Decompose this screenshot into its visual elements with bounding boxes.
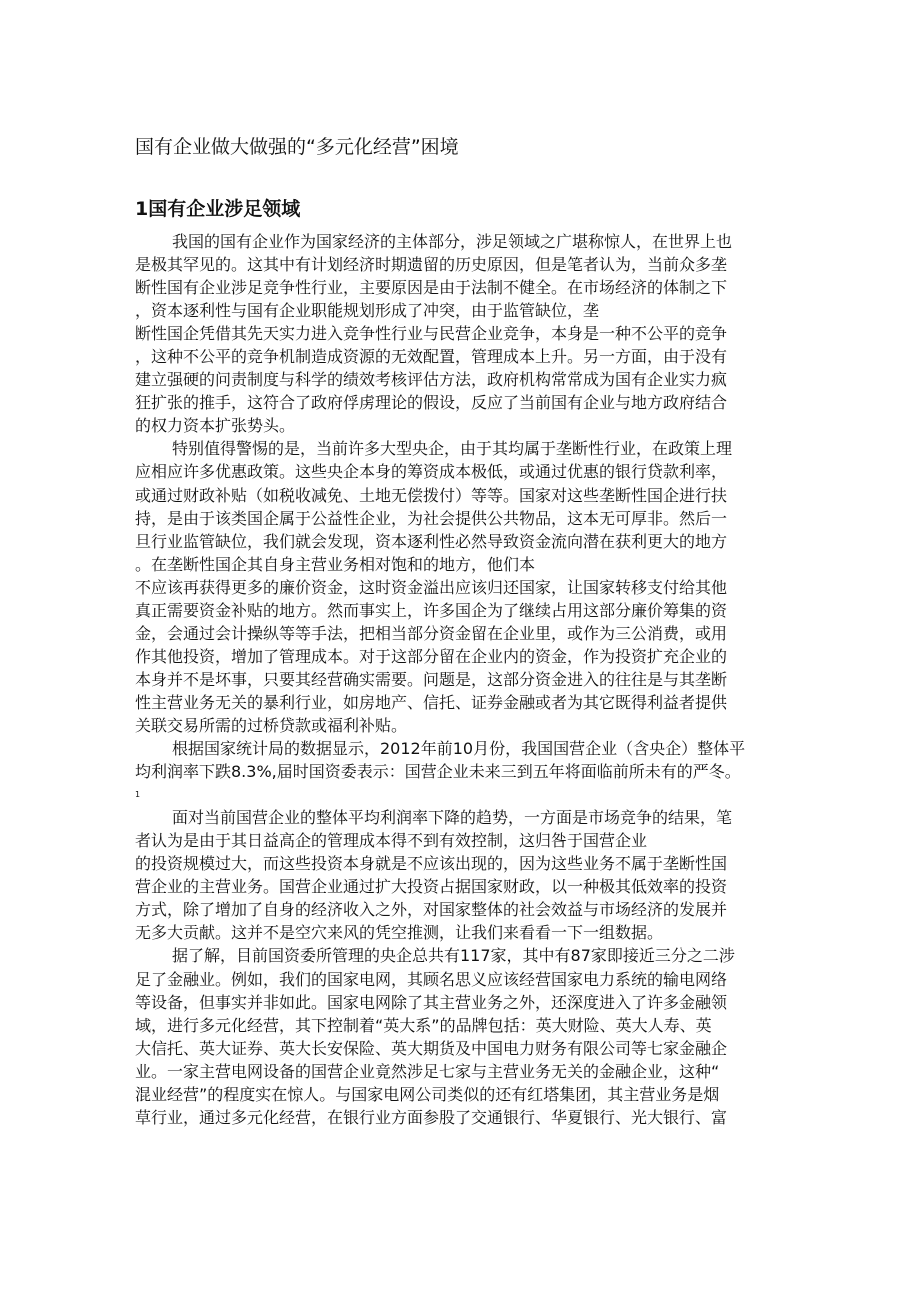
section-heading: 1国有企业涉足领域 (135, 198, 301, 220)
paragraph-5-line-8: 草行业，通过多元化经营，在银行业方面参股了交通银行、华夏银行、光大银行、富 (135, 1107, 728, 1127)
paragraph-1-line-9: 的权力资本扩张势头。 (135, 416, 296, 436)
paragraph-3-line-2: 均利润率下跌8.3%,届时国资委表示：国营企业未来三到五年将面临前所未有的严冬。 (135, 762, 741, 782)
paragraph-1-line-1: 我国的国有企业作为国家经济的主体部分，涉足领域之广堪称惊人，在世界上也 (172, 232, 733, 251)
paragraph-4-line-1: 面对当前国营企业的整体平均利润率下降的趋势，一方面是市场竞争的结果，笔 (172, 808, 733, 828)
paragraph-1-line-8: 狂扩张的推手，这符合了政府俘虏理论的假设，反应了当前国有企业与地方政府结合 (135, 393, 728, 413)
paragraph-5-line-5: 大信托、英大证券、英大长安保险、英大期货及中国电力财务有限公司等七家金融企 (135, 1038, 728, 1058)
paragraph-2-line-12: 性主营业务无关的暴利行业，如房地产、信托、证券金融或者为其它既得利益者提供 (135, 692, 728, 712)
paragraph-2-line-8: 真正需要资金补贴的地方。然而事实上，许多国企为了继续占用这部分廉价筹集的资 (135, 600, 728, 620)
paragraph-5-line-2: 足了金融业。例如，我们的国家电网，其顾名思义应该经营国家电力系统的输电网络 (135, 969, 728, 989)
paragraph-4-line-4: 营企业的主营业务。国营企业通过扩大投资占据国家财政，以一种极其低效率的投资 (135, 877, 728, 897)
paragraph-5-line-3: 等设备，但事实并非如此。国家电网除了其主营业务之外，还深度进入了许多金融领 (135, 992, 728, 1012)
paragraph-1-line-3: 断性国有企业涉足竞争性行业，主要原因是由于法制不健全。在市场经济的体制之下 (135, 278, 728, 298)
paragraph-5-line-4: 域，进行多元化经营，其下控制着“英大系”的品牌包括：英大财险、英大人寿、英 (135, 1015, 712, 1035)
paragraph-2-line-9: 金，会通过会计操纵等等手法，把相当部分资金留在企业里，或作为三公消费，或用 (135, 623, 728, 643)
paragraph-2-line-4: 持，是由于该类国企属于公益性企业，为社会提供公共物品，这本无可厚非。然后一 (135, 508, 728, 528)
paragraph-4-line-3: 的投资规模过大，而这些投资本身就是不应该出现的，因为这些业务不属于垄断性国 (135, 854, 728, 874)
paragraph-5-line-6: 业。一家主营电网设备的国营企业竟然涉足七家与主营业务无关的金融企业，这种“ (135, 1061, 720, 1081)
paragraph-5-line-1: 据了解，目前国资委所管理的央企总共有117家，其中有87家即接近三分之二涉 (172, 946, 735, 966)
paragraph-2-line-6: 。在垄断性国企其自身主营业务相对饱和的地方，他们本 (135, 554, 536, 574)
paragraph-2-line-2: 应相应许多优惠政策。这些央企本身的筹资成本极低，或通过优惠的银行贷款利率， (135, 462, 728, 482)
paragraph-4-line-5: 方式，除了增加了自身的经济收入之外，对国家整体的社会效益与市场经济的发展并 (135, 900, 728, 920)
paragraph-2-line-1: 特别值得警惕的是，当前许多大型央企，由于其均属于垄断性行业，在政策上理 (172, 439, 733, 459)
paragraph-1-line-7: 建立强硬的问责制度与科学的绩效考核评估方法，政府机构常常成为国有企业实力疯 (135, 370, 728, 390)
paragraph-2-line-3: 或通过财政补贴（如税收减免、土地无偿拨付）等等。国家对这些垄断性国企进行扶 (135, 485, 728, 505)
paragraph-2-line-10: 作其他投资，增加了管理成本。对于这部分留在企业内的资金，作为投资扩充企业的 (135, 646, 728, 666)
paragraph-4-line-6: 无多大贡献。这并不是空穴来风的凭空推测，让我们来看看一下一组数据。 (135, 923, 664, 943)
paragraph-2-line-11: 本身并不是坏事，只要其经营确实需要。问题是，这部分资金进入的往往是与其垄断 (135, 669, 728, 689)
paragraph-2-line-7: 不应该再获得更多的廉价资金，这时资金溢出应该归还国家，让国家转移支付给其他 (135, 577, 728, 597)
paragraph-3-line-1: 根据国家统计局的数据显示，2012年前10月份，我国国营企业（含央企）整体平 (172, 739, 746, 759)
document-title: 国有企业做大做强的“多元化经营”困境 (135, 136, 459, 158)
paragraph-5-line-7: 混业经营”的程度实在惊人。与国家电网公司类似的还有红塔集团，其主营业务是烟 (135, 1084, 720, 1104)
paragraph-1-line-5: 断性国企凭借其先天实力进入竞争性行业与民营企业竞争，本身是一种不公平的竞争 (135, 324, 728, 344)
paragraph-2-line-13: 关联交易所需的过桥贷款或福利补贴。 (135, 715, 408, 735)
body-text (135, 230, 785, 1129)
paragraph-2-line-5: 旦行业监管缺位，我们就会发现，资本逐利性必然导致资金流向潜在获利更大的地方 (135, 531, 728, 551)
paragraph-1-line-2: 是极其罕见的。这其中有计划经济时期遗留的历史原因，但是笔者认为，当前众多垄 (135, 255, 728, 275)
paragraph-1-line-6: ，这种不公平的竞争机制造成资源的无效配置，管理成本上升。另一方面，由于没有 (135, 347, 728, 367)
footnote-marker: 1 (135, 790, 141, 800)
paragraph-1-line-4: ，资本逐利性与国有企业职能规划形成了冲突，由于监管缺位，垄 (135, 301, 600, 321)
paragraph-4-line-2: 者认为是由于其日益高企的管理成本得不到有效控制，这归咎于国营企业 (135, 831, 648, 851)
